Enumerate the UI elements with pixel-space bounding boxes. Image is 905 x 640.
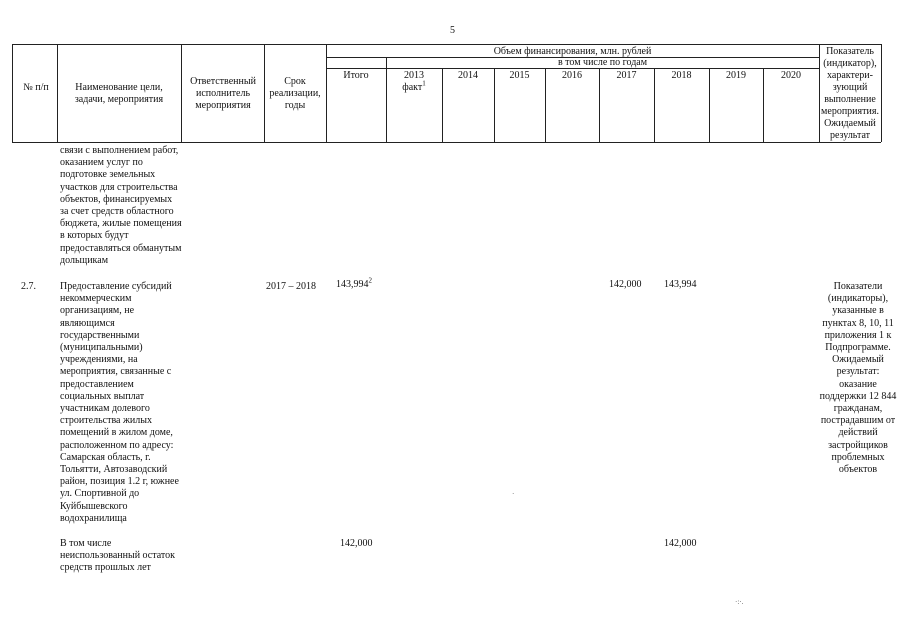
row-including-2018: 142,000 <box>664 538 697 549</box>
scan-artifact: · <box>512 490 515 498</box>
header-indicator: Показатель (индикатор), характери-зующий выполнение мероприятия. Ожидаемый результат <box>821 46 879 141</box>
page-number: 5 <box>450 25 455 36</box>
row-2-7-term: 2017 – 2018 <box>266 281 316 292</box>
header-term: Срок реализации, годы <box>269 76 321 111</box>
header-year-2015: 2015 <box>509 70 530 81</box>
header-by-years: в том числе по годам <box>557 57 648 68</box>
row-2-7-name: Предоставление субсидий некоммерческим организациям, не являющимся государственными (муниципальными) учреждениями, на мероприятия, связанные с предоставлением социальных выплат участникам долевого строительства жилых помещений в жилом доме, расположенном по адресу: Самарская область, г. Тольятти, Автозаводский район, позиция 1.2 г, южнее ул. Спортивной до Куйбышевского водохранилища <box>60 281 179 524</box>
header-financing: Объем финансирования, млн. рублей <box>493 46 652 57</box>
header-name: Наименование цели, задачи, мероприятия <box>74 82 164 105</box>
row-2-7-num: 2.7. <box>21 281 36 292</box>
header-year-2017: 2017 <box>616 70 637 81</box>
row-2-7-total: 143,994$^2$ <box>336 276 372 290</box>
row-including-total: 142,000 <box>340 538 373 549</box>
header-responsible: Ответственный исполнитель мероприятия <box>190 76 256 111</box>
header-total: Итого <box>343 70 369 81</box>
header-year-2018: 2018 <box>671 70 692 81</box>
row-including-name: В том числе неиспользованный остаток средств прошлых лет <box>60 538 175 574</box>
header-year-2020: 2020 <box>781 70 801 81</box>
scan-artifact: ·:·. <box>735 598 744 606</box>
header-year-2016: 2016 <box>562 70 582 81</box>
header-num: № п/п <box>23 82 49 93</box>
row-2-7-indicator: Показатели (индикаторы), указанные в пунктах 8, 10, 11 приложения 1 к Подпрограмме. Ожидаемый результат: оказание поддержки 12 844 гражданам, пострадавшим от действий застройщиков проблемных объектов <box>819 281 897 476</box>
row-2-7-2017: 142,000 <box>609 279 642 290</box>
row-continuation-name: связи с выполнением работ, оказанием услуг по подготовке земельных участков для строительства объектов, финансируемых за счет средств областного бюджета, жилые помещения в которых будут предоставляться обманутым дольщикам <box>60 145 182 266</box>
row-2-7-2018: 143,994 <box>664 279 697 290</box>
header-year-2013: 2013 факт$^1$ <box>402 70 426 93</box>
header-year-2014: 2014 <box>458 70 478 81</box>
header-year-2019: 2019 <box>726 70 746 81</box>
